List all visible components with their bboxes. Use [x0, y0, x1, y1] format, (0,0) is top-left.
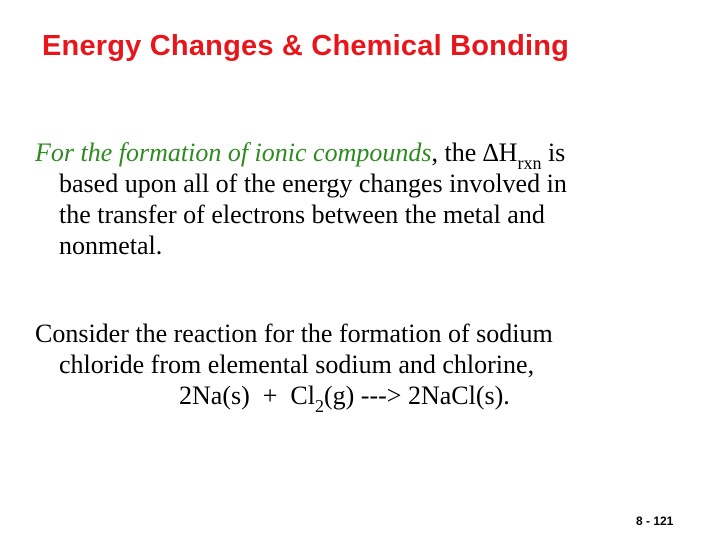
slide-title: Energy Changes & Chemical Bonding	[42, 30, 570, 62]
paragraph-ionic-compounds	[35, 137, 705, 261]
delta-symbol: ∆	[482, 138, 499, 167]
equation-reactants: 2Na(s) + Cl	[179, 381, 315, 410]
paragraph1-line3: the transfer of electrons between the metal and	[59, 200, 545, 229]
equation-products: (g) ---> 2NaCl(s).	[323, 381, 510, 410]
paragraph2-line1: Consider the reaction for the formation of sodium	[35, 319, 553, 348]
paragraph-sodium-chloride	[35, 318, 705, 416]
paragraph1-line1	[35, 137, 705, 173]
paragraph1-line4: nonmetal.	[59, 231, 163, 260]
rxn-subscript: rxn	[517, 153, 542, 173]
lead-rest-text: , the	[431, 138, 483, 167]
after-subscript-text: is	[541, 138, 566, 167]
chemical-equation	[35, 380, 705, 416]
paragraph2-line2: chloride from elemental sodium and chlorine,	[59, 350, 535, 379]
page-number: 8 - 121	[636, 514, 674, 528]
paragraph1-line2: based upon all of the energy changes involved in	[59, 169, 567, 198]
chlorine-subscript: 2	[314, 396, 324, 416]
highlighted-phrase: For the formation of ionic compounds	[35, 138, 432, 167]
enthalpy-symbol: H	[498, 138, 518, 167]
